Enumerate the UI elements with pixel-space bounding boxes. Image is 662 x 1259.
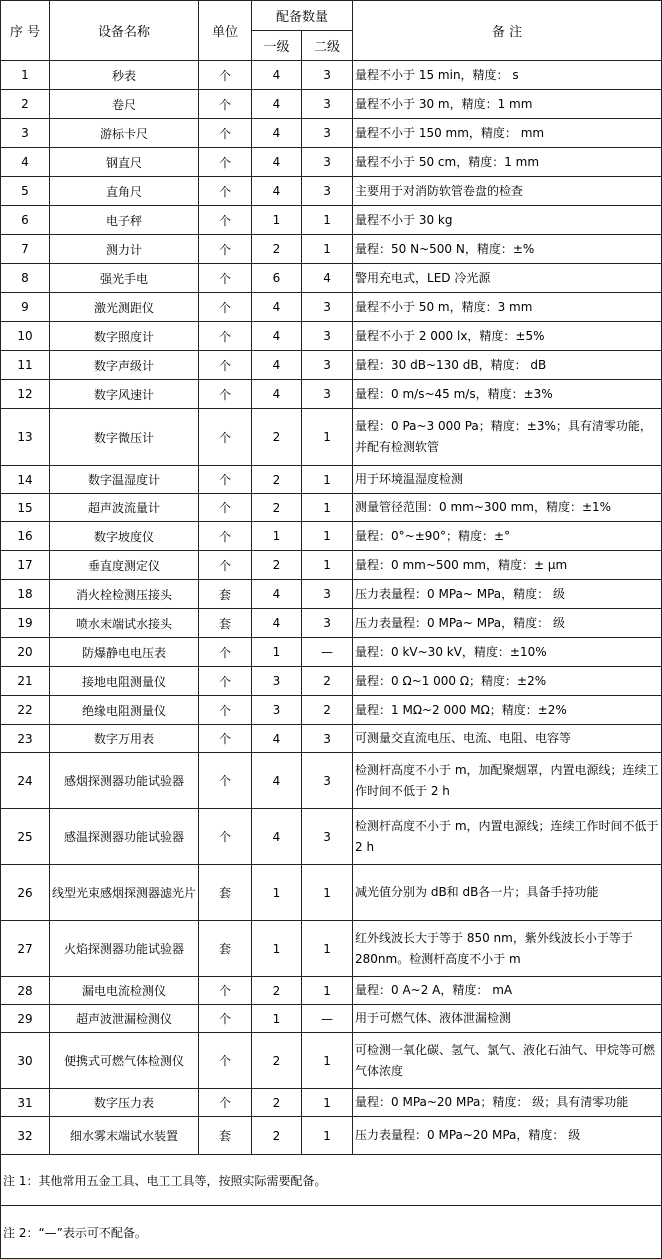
header-name: 设备名称 xyxy=(50,1,199,61)
row-remark: 量程：0 mm~500 mm，精度：± μm xyxy=(353,551,662,580)
row-level-1-qty: 4 xyxy=(252,580,302,609)
row-equipment-name: 数字照度计 xyxy=(50,322,199,351)
row-equipment-name: 绝缘电阻测量仪 xyxy=(50,696,199,725)
row-remark: 用于环境温湿度检测 xyxy=(353,466,662,494)
row-remark: 减光值分别为 dB和 dB各一片；具备手持功能 xyxy=(353,865,662,921)
row-equipment-name: 强光手电 xyxy=(50,264,199,293)
row-unit: 个 xyxy=(199,1033,252,1089)
table-row xyxy=(1,61,662,90)
row-level-1-qty: 3 xyxy=(252,696,302,725)
row-unit: 个 xyxy=(199,177,252,206)
row-level-2-qty: 1 xyxy=(302,522,353,551)
row-level-2-qty: 3 xyxy=(302,725,353,753)
row-unit: 个 xyxy=(199,977,252,1005)
row-level-1-qty: 4 xyxy=(252,753,302,809)
row-remark: 量程不小于 50 m，精度：3 mm xyxy=(353,293,662,322)
row-level-2-qty: 2 xyxy=(302,667,353,696)
row-level-2-qty: 4 xyxy=(302,264,353,293)
table-row xyxy=(1,667,662,696)
row-unit: 个 xyxy=(199,466,252,494)
row-number: 29 xyxy=(1,1005,50,1033)
row-number: 11 xyxy=(1,351,50,380)
row-unit: 个 xyxy=(199,90,252,119)
row-number: 10 xyxy=(1,322,50,351)
table-row xyxy=(1,809,662,865)
row-level-1-qty: 1 xyxy=(252,638,302,667)
row-level-2-qty: 1 xyxy=(302,206,353,235)
header-no: 序 号 xyxy=(1,1,50,61)
table-row xyxy=(1,264,662,293)
row-remark: 量程不小于 30 m，精度：1 mm xyxy=(353,90,662,119)
row-level-2-qty: 3 xyxy=(302,351,353,380)
row-equipment-name: 激光测距仪 xyxy=(50,293,199,322)
row-level-2-qty: 3 xyxy=(302,380,353,409)
row-number: 27 xyxy=(1,921,50,977)
row-number: 20 xyxy=(1,638,50,667)
table-row xyxy=(1,522,662,551)
row-number: 16 xyxy=(1,522,50,551)
row-remark: 量程不小于 50 cm，精度：1 mm xyxy=(353,148,662,177)
table-row xyxy=(1,865,662,921)
footnote-1: 注 1：其他常用五金工具、电工工具等，按照实际需要配备。 xyxy=(1,1155,662,1206)
table-row xyxy=(1,119,662,148)
table-row xyxy=(1,177,662,206)
row-unit: 个 xyxy=(199,293,252,322)
row-level-2-qty: 1 xyxy=(302,921,353,977)
row-level-2-qty: 1 xyxy=(302,551,353,580)
row-equipment-name: 超声波泄漏检测仪 xyxy=(50,1005,199,1033)
row-unit: 套 xyxy=(199,921,252,977)
footnote-row-1 xyxy=(1,1155,662,1206)
table-row xyxy=(1,351,662,380)
row-equipment-name: 数字坡度仪 xyxy=(50,522,199,551)
row-level-2-qty: 1 xyxy=(302,1117,353,1155)
row-unit: 个 xyxy=(199,725,252,753)
table-row xyxy=(1,609,662,638)
row-level-2-qty: 3 xyxy=(302,322,353,351)
row-remark: 压力表量程：0 MPa~20 MPa，精度： 级 xyxy=(353,1117,662,1155)
row-equipment-name: 火焰探测器功能试验器 xyxy=(50,921,199,977)
row-unit: 个 xyxy=(199,206,252,235)
row-remark: 量程不小于 30 kg xyxy=(353,206,662,235)
row-unit: 个 xyxy=(199,753,252,809)
row-unit: 个 xyxy=(199,494,252,522)
row-level-1-qty: 4 xyxy=(252,293,302,322)
row-number: 5 xyxy=(1,177,50,206)
row-remark: 量程：1 MΩ~2 000 MΩ；精度：±2% xyxy=(353,696,662,725)
row-unit: 个 xyxy=(199,409,252,466)
row-level-2-qty: 3 xyxy=(302,119,353,148)
row-level-1-qty: 4 xyxy=(252,725,302,753)
row-equipment-name: 钢直尺 xyxy=(50,148,199,177)
footnote-2: 注 2：“—”表示可不配备。 xyxy=(1,1206,662,1259)
row-unit: 个 xyxy=(199,351,252,380)
row-level-1-qty: 2 xyxy=(252,409,302,466)
row-number: 2 xyxy=(1,90,50,119)
row-equipment-name: 数字温湿度计 xyxy=(50,466,199,494)
row-level-1-qty: 1 xyxy=(252,206,302,235)
row-equipment-name: 秒表 xyxy=(50,61,199,90)
row-equipment-name: 数字风速计 xyxy=(50,380,199,409)
row-equipment-name: 超声波流量计 xyxy=(50,494,199,522)
row-equipment-name: 卷尺 xyxy=(50,90,199,119)
row-remark: 量程：50 N~500 N，精度：±% xyxy=(353,235,662,264)
row-level-1-qty: 4 xyxy=(252,61,302,90)
table-row xyxy=(1,90,662,119)
table-row xyxy=(1,1089,662,1117)
table-row xyxy=(1,235,662,264)
row-number: 32 xyxy=(1,1117,50,1155)
row-level-1-qty: 4 xyxy=(252,322,302,351)
row-number: 28 xyxy=(1,977,50,1005)
row-unit: 个 xyxy=(199,696,252,725)
row-unit: 个 xyxy=(199,809,252,865)
row-level-2-qty: — xyxy=(302,1005,353,1033)
row-level-1-qty: 4 xyxy=(252,609,302,638)
row-remark: 量程：0 Pa~3 000 Pa；精度：±3%；具有清零功能，并配有检测软管 xyxy=(353,409,662,466)
row-number: 21 xyxy=(1,667,50,696)
row-equipment-name: 游标卡尺 xyxy=(50,119,199,148)
table-row xyxy=(1,696,662,725)
row-equipment-name: 垂直度测定仪 xyxy=(50,551,199,580)
row-unit: 个 xyxy=(199,264,252,293)
header-unit: 单位 xyxy=(199,1,252,61)
table-row xyxy=(1,206,662,235)
row-level-1-qty: 2 xyxy=(252,551,302,580)
row-number: 15 xyxy=(1,494,50,522)
row-equipment-name: 线型光束感烟探测器滤光片 xyxy=(50,865,199,921)
row-remark: 主要用于对消防软管卷盘的检查 xyxy=(353,177,662,206)
row-unit: 个 xyxy=(199,522,252,551)
row-unit: 个 xyxy=(199,551,252,580)
row-number: 13 xyxy=(1,409,50,466)
row-remark: 测量管径范围：0 mm~300 mm，精度：±1% xyxy=(353,494,662,522)
row-level-1-qty: 4 xyxy=(252,809,302,865)
row-number: 8 xyxy=(1,264,50,293)
row-equipment-name: 数字万用表 xyxy=(50,725,199,753)
table-row xyxy=(1,1005,662,1033)
row-level-2-qty: 3 xyxy=(302,753,353,809)
row-level-1-qty: 3 xyxy=(252,667,302,696)
row-unit: 套 xyxy=(199,580,252,609)
table-row xyxy=(1,580,662,609)
row-equipment-name: 感烟探测器功能试验器 xyxy=(50,753,199,809)
row-equipment-name: 感温探测器功能试验器 xyxy=(50,809,199,865)
row-unit: 个 xyxy=(199,380,252,409)
table-row xyxy=(1,551,662,580)
row-remark: 用于可燃气体、液体泄漏检测 xyxy=(353,1005,662,1033)
row-level-1-qty: 1 xyxy=(252,865,302,921)
row-number: 6 xyxy=(1,206,50,235)
row-unit: 个 xyxy=(199,61,252,90)
header-quantity: 配备数量 xyxy=(252,1,353,31)
row-unit: 个 xyxy=(199,119,252,148)
row-equipment-name: 消火栓检测压接头 xyxy=(50,580,199,609)
row-remark: 量程不小于 2 000 lx，精度：±5% xyxy=(353,322,662,351)
table-row xyxy=(1,494,662,522)
table-row xyxy=(1,753,662,809)
row-level-1-qty: 4 xyxy=(252,380,302,409)
row-equipment-name: 电子秤 xyxy=(50,206,199,235)
row-remark: 量程：0 A~2 A，精度： mA xyxy=(353,977,662,1005)
row-level-2-qty: 3 xyxy=(302,609,353,638)
row-remark: 压力表量程：0 MPa~ MPa，精度： 级 xyxy=(353,609,662,638)
row-number: 14 xyxy=(1,466,50,494)
row-equipment-name: 数字微压计 xyxy=(50,409,199,466)
table-row xyxy=(1,977,662,1005)
row-remark: 警用充电式，LED 冷光源 xyxy=(353,264,662,293)
row-unit: 套 xyxy=(199,1117,252,1155)
table-row xyxy=(1,921,662,977)
row-number: 17 xyxy=(1,551,50,580)
table-row xyxy=(1,466,662,494)
row-level-2-qty: 3 xyxy=(302,809,353,865)
row-unit: 个 xyxy=(199,638,252,667)
row-equipment-name: 接地电阻测量仪 xyxy=(50,667,199,696)
table-row xyxy=(1,1117,662,1155)
row-remark: 检测杆高度不小于 m，加配聚烟罩，内置电源线；连续工作时间不低于 2 h xyxy=(353,753,662,809)
row-remark: 量程：0 kV~30 kV，精度：±10% xyxy=(353,638,662,667)
row-number: 7 xyxy=(1,235,50,264)
row-number: 19 xyxy=(1,609,50,638)
row-level-2-qty: 1 xyxy=(302,1033,353,1089)
header-level-2: 二级 xyxy=(302,31,353,61)
row-remark: 量程不小于 15 min，精度： s xyxy=(353,61,662,90)
row-remark: 量程：0 MPa~20 MPa；精度： 级；具有清零功能 xyxy=(353,1089,662,1117)
row-equipment-name: 细水雾末端试水装置 xyxy=(50,1117,199,1155)
row-remark: 量程：30 dB~130 dB，精度： dB xyxy=(353,351,662,380)
row-number: 4 xyxy=(1,148,50,177)
row-level-1-qty: 1 xyxy=(252,522,302,551)
table-row xyxy=(1,293,662,322)
row-level-2-qty: 1 xyxy=(302,865,353,921)
row-equipment-name: 漏电电流检测仪 xyxy=(50,977,199,1005)
table-row xyxy=(1,322,662,351)
row-unit: 个 xyxy=(199,322,252,351)
row-equipment-name: 数字压力表 xyxy=(50,1089,199,1117)
row-level-2-qty: 1 xyxy=(302,235,353,264)
row-remark: 红外线波长大于等于 850 nm，紫外线波长小于等于 280nm。检测杆高度不小于 m xyxy=(353,921,662,977)
row-remark: 量程不小于 150 mm，精度： mm xyxy=(353,119,662,148)
row-level-1-qty: 4 xyxy=(252,90,302,119)
row-number: 1 xyxy=(1,61,50,90)
row-number: 22 xyxy=(1,696,50,725)
row-unit: 套 xyxy=(199,609,252,638)
row-level-1-qty: 2 xyxy=(252,235,302,264)
row-level-1-qty: 2 xyxy=(252,977,302,1005)
row-level-2-qty: 1 xyxy=(302,1089,353,1117)
row-unit: 个 xyxy=(199,667,252,696)
row-number: 30 xyxy=(1,1033,50,1089)
row-level-2-qty: 3 xyxy=(302,148,353,177)
row-remark: 压力表量程：0 MPa~ MPa，精度： 级 xyxy=(353,580,662,609)
row-remark: 量程：0°~±90°；精度：±° xyxy=(353,522,662,551)
row-equipment-name: 便携式可燃气体检测仪 xyxy=(50,1033,199,1089)
row-unit: 个 xyxy=(199,1089,252,1117)
footnote-row-2 xyxy=(1,1206,662,1259)
header-remark: 备 注 xyxy=(353,1,662,61)
row-unit: 套 xyxy=(199,865,252,921)
row-level-1-qty: 4 xyxy=(252,177,302,206)
row-number: 31 xyxy=(1,1089,50,1117)
header-row-1 xyxy=(1,1,662,31)
row-level-1-qty: 2 xyxy=(252,1033,302,1089)
row-remark: 可测量交直流电压、电流、电阻、电容等 xyxy=(353,725,662,753)
table-row xyxy=(1,148,662,177)
row-level-2-qty: 1 xyxy=(302,494,353,522)
row-level-2-qty: 2 xyxy=(302,696,353,725)
row-unit: 个 xyxy=(199,148,252,177)
row-level-1-qty: 6 xyxy=(252,264,302,293)
row-level-2-qty: 3 xyxy=(302,177,353,206)
header-level-1: 一级 xyxy=(252,31,302,61)
row-level-1-qty: 2 xyxy=(252,1089,302,1117)
row-number: 23 xyxy=(1,725,50,753)
row-equipment-name: 测力计 xyxy=(50,235,199,264)
row-remark: 可检测一氧化碳、氢气、氯气、液化石油气、甲烷等可燃气体浓度 xyxy=(353,1033,662,1089)
row-number: 9 xyxy=(1,293,50,322)
row-number: 24 xyxy=(1,753,50,809)
row-number: 26 xyxy=(1,865,50,921)
row-level-2-qty: 1 xyxy=(302,409,353,466)
row-level-2-qty: 3 xyxy=(302,580,353,609)
row-remark: 检测杆高度不小于 m，内置电源线；连续工作时间不低于 2 h xyxy=(353,809,662,865)
row-equipment-name: 数字声级计 xyxy=(50,351,199,380)
row-level-1-qty: 4 xyxy=(252,119,302,148)
row-number: 18 xyxy=(1,580,50,609)
row-remark: 量程：0 m/s~45 m/s，精度：±3% xyxy=(353,380,662,409)
row-number: 25 xyxy=(1,809,50,865)
row-level-1-qty: 4 xyxy=(252,148,302,177)
table-row xyxy=(1,638,662,667)
row-level-2-qty: 1 xyxy=(302,977,353,1005)
row-level-2-qty: 3 xyxy=(302,61,353,90)
row-number: 12 xyxy=(1,380,50,409)
row-level-2-qty: 3 xyxy=(302,90,353,119)
row-level-1-qty: 4 xyxy=(252,351,302,380)
row-equipment-name: 喷水末端试水接头 xyxy=(50,609,199,638)
row-level-1-qty: 1 xyxy=(252,1005,302,1033)
row-level-2-qty: 3 xyxy=(302,293,353,322)
row-remark: 量程：0 Ω~1 000 Ω；精度：±2% xyxy=(353,667,662,696)
row-unit: 个 xyxy=(199,235,252,264)
table-row xyxy=(1,725,662,753)
table-row xyxy=(1,409,662,466)
row-level-1-qty: 1 xyxy=(252,921,302,977)
row-equipment-name: 直角尺 xyxy=(50,177,199,206)
table-row xyxy=(1,1033,662,1089)
row-level-1-qty: 2 xyxy=(252,494,302,522)
table-row xyxy=(1,380,662,409)
row-level-2-qty: — xyxy=(302,638,353,667)
row-level-2-qty: 1 xyxy=(302,466,353,494)
row-level-1-qty: 2 xyxy=(252,1117,302,1155)
row-number: 3 xyxy=(1,119,50,148)
row-equipment-name: 防爆静电电压表 xyxy=(50,638,199,667)
row-unit: 个 xyxy=(199,1005,252,1033)
row-level-1-qty: 2 xyxy=(252,466,302,494)
